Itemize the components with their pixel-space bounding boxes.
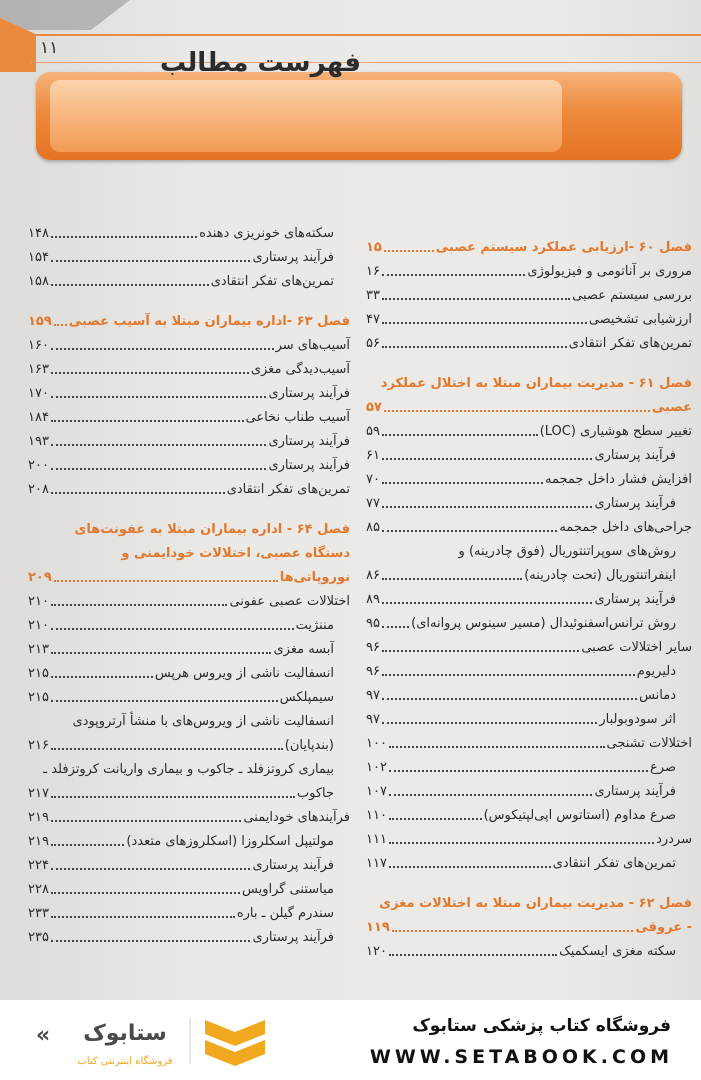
toc-entry-line: انسفالیت ناشی از ویروس‌های با منشأ آرتروپودی	[72, 714, 334, 729]
toc-chapter-heading[interactable]	[366, 236, 692, 260]
toc-entry-line: دستگاه عصبی، اختلالات خودایمنی و	[121, 546, 350, 561]
toc-entry-title: فرآیند پرستاری	[252, 930, 334, 945]
leader-dots	[384, 250, 434, 252]
leader-dots	[382, 674, 635, 676]
toc-page-number: ۸۶	[366, 568, 380, 583]
page-title: فهرست مطالب	[160, 48, 361, 78]
toc-page-number: ۲۱۹	[28, 834, 49, 849]
toc-entry-title: تغییر سطح هوشیاری (LOC)	[539, 424, 692, 439]
leader-dots	[51, 844, 124, 846]
toc-entry[interactable]	[28, 830, 350, 854]
toc-entry-title: صرع	[650, 760, 676, 775]
toc-page-number: ۲۱۰	[28, 594, 49, 609]
toc-entry[interactable]	[28, 806, 350, 830]
toc-entry[interactable]	[28, 902, 350, 926]
toc-entry-title: مروری بر آناتومی و فیزیولوژی	[527, 264, 692, 279]
toc-entry[interactable]	[366, 852, 692, 876]
leader-dots	[389, 770, 648, 772]
toc-entry-title: جراحی‌های داخل جمجمه	[559, 520, 692, 535]
toc-page-number: ۱۵۸	[28, 274, 49, 289]
toc-entry-title: سیمپلکس	[279, 690, 334, 705]
leader-dots	[382, 626, 409, 628]
toc-page-number: ۱۰۲	[366, 760, 387, 775]
leader-dots	[382, 346, 567, 348]
leader-dots	[51, 372, 249, 374]
leader-dots	[389, 842, 654, 844]
spacer	[28, 294, 350, 310]
leader-dots	[384, 410, 650, 412]
spacer	[28, 502, 350, 518]
toc-page-number: ۱۸۴	[28, 410, 49, 425]
toc-entry-title: فرآیند پرستاری	[594, 592, 676, 607]
toc-page-number: ۲۱۶	[28, 738, 49, 753]
toc-entry-title: سکته‌های خونریزی دهنده	[199, 226, 334, 241]
toc-entry[interactable]	[366, 708, 692, 732]
toc-entry-title: افزایش فشار داخل جمجمه	[545, 472, 692, 487]
toc-entry-title: فرآیند پرستاری	[268, 458, 350, 473]
leader-dots	[51, 676, 153, 678]
leader-dots	[389, 818, 482, 820]
toc-entry-title: - عروقی	[635, 920, 692, 935]
leader-dots	[54, 324, 67, 326]
toc-entry[interactable]	[366, 828, 692, 852]
toc-page-number: ۱۵۴	[28, 250, 49, 265]
toc-page-number: ۱۷۰	[28, 386, 49, 401]
toc-page-number: ۵۷	[366, 400, 382, 415]
leader-dots	[382, 698, 637, 700]
toc-entry[interactable]	[28, 478, 350, 502]
toc-entry[interactable]	[28, 382, 350, 406]
toc-entry-title: فرآیند پرستاری	[594, 448, 676, 463]
toc-entry[interactable]	[28, 734, 350, 758]
toc-entry[interactable]	[28, 638, 350, 662]
toc-page-number: ۱۶۰	[28, 338, 49, 353]
toc-entry-title: سندرم گیلن ـ باره	[236, 906, 334, 921]
toc-page-number: ۷۰	[366, 472, 380, 487]
leader-dots	[51, 260, 251, 262]
toc-entry-title: جاکوب	[296, 786, 334, 801]
setabook-logo	[30, 1012, 270, 1070]
toc-entry-title: مننژیت	[295, 618, 334, 633]
toc-page-number: ۶۱	[366, 448, 380, 463]
toc-entry[interactable]	[366, 940, 692, 964]
page-number: ۱۱	[40, 38, 59, 58]
leader-dots	[51, 396, 267, 398]
toc-page-number: ۲۱۷	[28, 786, 49, 801]
leader-dots	[51, 796, 295, 798]
toc-entry-title: سایر اختلالات عصبی	[581, 640, 692, 655]
leader-dots	[382, 298, 570, 300]
toc-entry[interactable]	[28, 782, 350, 806]
leader-dots	[54, 580, 278, 582]
corner-decoration	[0, 0, 130, 30]
leader-dots	[51, 628, 294, 630]
toc-page-number: ۱۱۰	[366, 808, 387, 823]
leader-dots	[51, 892, 240, 894]
leader-dots	[389, 794, 593, 796]
toc-page-number: ۲۱۳	[28, 642, 49, 657]
toc-entry[interactable]	[28, 926, 350, 950]
toc-page-number: ۵۶	[366, 336, 380, 351]
toc-page-number: ۹۵	[366, 616, 380, 631]
toc-page-number: ۲۰۹	[28, 570, 52, 585]
toc-page-number: ۹۶	[366, 640, 380, 655]
toc-entry-line: فصل ۶۲ - مدیریت بیماران مبتلا به اختلالات مغزی	[379, 896, 692, 911]
leader-dots	[51, 444, 267, 446]
toc-page-number: ۹۷	[366, 688, 380, 703]
leader-dots	[51, 492, 225, 494]
leader-dots	[51, 700, 278, 702]
toc-page-number: ۲۱۹	[28, 810, 49, 825]
toc-entry-title: بررسی سیستم عصبی	[572, 288, 692, 303]
toc-entry-title: نوروپاتی‌ها	[279, 570, 350, 585]
toc-page-number: ۱۵۹	[28, 314, 52, 329]
leader-dots	[51, 468, 267, 470]
leader-dots	[389, 954, 557, 956]
toc-page-number: ۲۲۸	[28, 882, 49, 897]
toc-entry[interactable]	[366, 612, 692, 636]
toc-page-number: ۳۳	[366, 288, 380, 303]
leader-dots	[382, 722, 597, 724]
toc-page-number: ۱۱۷	[366, 856, 387, 871]
toc-entry-line: روش‌های سوپراتنتوریال (فوق چادرینه) و	[458, 544, 676, 559]
toc-page-number: ۲۱۰	[28, 618, 49, 633]
toc-entry-title: تمرین‌های تفکر انتقادی	[568, 336, 692, 351]
toc-page-number: ۲۱۵	[28, 666, 49, 681]
toc-entry-title: آسیب طناب نخاعی	[245, 410, 350, 425]
toc-entry[interactable]	[28, 662, 350, 686]
toc-entry[interactable]	[28, 222, 350, 246]
leader-dots	[382, 322, 587, 324]
leader-dots	[51, 748, 283, 750]
toc-entry-title: صرع مداوم (استاتوس اپی‌لپتیکوس)	[483, 808, 676, 823]
toc-entry-title: فرآیندهای خودایمنی	[243, 810, 350, 825]
toc-entry-title: آسیب‌دیدگی مغزی	[250, 362, 350, 377]
leader-dots	[51, 940, 251, 942]
toc-page-number: ۲۳۳	[28, 906, 49, 921]
toc-entry[interactable]	[366, 804, 692, 828]
leader-dots	[389, 866, 551, 868]
toc-entry-title: میاستنی گراویس	[242, 882, 334, 897]
leader-dots	[382, 434, 538, 436]
toc-page-number: ۲۱۵	[28, 690, 49, 705]
toc-page-number: ۱۴۸	[28, 226, 49, 241]
toc-entry[interactable]	[366, 660, 692, 684]
toc-entry[interactable]	[366, 564, 692, 588]
toc-entry[interactable]	[366, 516, 692, 540]
toc-entry-line: فصل ۶۱ - مدیریت بیماران مبتلا به اختلال عملکرد	[380, 376, 692, 391]
toc-entry-title: آبسه مغزی	[273, 642, 334, 657]
toc-page-number: ۲۰۰	[28, 458, 49, 473]
leader-dots	[382, 482, 543, 484]
divider	[30, 34, 701, 36]
leader-dots	[51, 348, 274, 350]
toc-entry-title: فصل ۶۳ -اداره بیماران مبتلا به آسیب عصبی	[68, 314, 350, 329]
toc-entry-title: آسیب‌های سر	[275, 338, 350, 353]
toc-entry-title: سکته مغزی ایسکمیک	[559, 944, 676, 959]
toc-entry-title: فرآیند پرستاری	[252, 250, 334, 265]
toc-entry[interactable]	[366, 636, 692, 660]
leader-dots	[51, 652, 272, 654]
toc-entry-title: روش ترانس‌اسفنوئیدال (مسیر سینوس پروانه‌ای)	[411, 616, 676, 631]
toc-entry[interactable]	[366, 732, 692, 756]
toc-page-number: ۸۵	[366, 520, 380, 535]
spacer	[366, 356, 692, 372]
toc-entry-line: فصل ۶۴ - اداره بیماران مبتلا به عفونت‌های	[74, 522, 350, 537]
toc-page-number: ۱۵	[366, 240, 382, 255]
toc-page-number: ۷۷	[366, 496, 380, 511]
toc-entry[interactable]	[28, 614, 350, 638]
toc-entry[interactable]	[366, 308, 692, 332]
leader-dots	[382, 530, 557, 532]
toc-entry-title: عصبی	[651, 400, 692, 415]
toc-entry-title: انسفالیت ناشی از ویروس هرپس	[154, 666, 334, 681]
toc-entry-title: تمرین‌های تفکر انتقادی	[552, 856, 676, 871]
toc-entry-title: مولتیپل اسکلروزا (اسکلروزهای متعدد)	[126, 834, 334, 849]
toc-entry[interactable]	[366, 684, 692, 708]
toc-entry-title: فرآیند پرستاری	[252, 858, 334, 873]
toc-entry[interactable]	[366, 588, 692, 612]
toc-entry[interactable]	[366, 332, 692, 356]
toc-chapter-heading[interactable]	[366, 916, 692, 940]
toc-entry[interactable]	[28, 878, 350, 902]
toc-entry-title: دلیریوم	[636, 664, 676, 679]
toc-page-number: ۹۶	[366, 664, 380, 679]
leader-dots	[51, 420, 244, 422]
toc-left-column	[28, 222, 350, 950]
toc-page-number: ۴۷	[366, 312, 380, 327]
toc-entry-title: فرآیند پرستاری	[594, 784, 676, 799]
leader-dots	[51, 916, 235, 918]
toc-entry-title: فصل ۶۰ -ارزیابی عملکرد سیستم عصبی	[435, 240, 692, 255]
toc-page-number: ۱۹۳	[28, 434, 49, 449]
toc-page-number: ۵۹	[366, 424, 380, 439]
toc-entry[interactable]	[366, 780, 692, 804]
toc-entry-title: اختلالات عصبی عفونی	[229, 594, 350, 609]
leader-dots	[382, 650, 579, 652]
toc-chapter-heading[interactable]	[28, 566, 350, 590]
toc-page-number: ۱۶۳	[28, 362, 49, 377]
toc-entry[interactable]	[366, 492, 692, 516]
leader-dots	[389, 746, 605, 748]
toc-entry[interactable]	[366, 444, 692, 468]
toc-entry-title: اینفراتنتوریال (تحت چادرینه)	[524, 568, 676, 583]
toc-page-number: ۹۷	[366, 712, 380, 727]
toc-entry-line: بیماری کروتزفلد ـ جاکوب و بیماری واریانت کروتزفلد ـ	[43, 762, 334, 777]
leader-dots	[382, 506, 593, 508]
logo-text: ستابوک	[83, 1021, 167, 1046]
toc-entry-title: تمرین‌های تفکر انتقادی	[210, 274, 334, 289]
toc-page-number: ۱۰۰	[366, 736, 387, 751]
toc-page-number: ۲۲۴	[28, 858, 49, 873]
leader-dots	[51, 236, 197, 238]
toc-entry[interactable]	[28, 590, 350, 614]
toc-entry[interactable]	[28, 246, 350, 270]
leader-dots	[382, 458, 593, 460]
toc-page-number: ۲۳۵	[28, 930, 49, 945]
toc-page-number: ۸۹	[366, 592, 380, 607]
toc-entry-title: فرآیند پرستاری	[594, 496, 676, 511]
shop-name: فروشگاه کتاب پزشکی ستابوک	[412, 1016, 671, 1036]
toc-page-number: ۱۱۹	[366, 920, 390, 935]
toc-entry-title: فرآیند پرستاری	[268, 386, 350, 401]
toc-entry[interactable]	[28, 454, 350, 478]
toc-page-number: ۲۰۸	[28, 482, 49, 497]
toc-page-number: ۱۲۰	[366, 944, 387, 959]
toc-entry[interactable]	[28, 854, 350, 878]
toc-entry-title: تمرین‌های تفکر انتقادی	[226, 482, 350, 497]
toc-entry-title: اثر سودوبولبار	[599, 712, 676, 727]
toc-entry-title: دمانس	[639, 688, 676, 703]
leader-dots	[392, 930, 634, 932]
spacer	[366, 876, 692, 892]
toc-entry[interactable]	[28, 358, 350, 382]
leader-dots	[382, 578, 522, 580]
toc-entry-title: ارزشیابی تشخیصی	[588, 312, 692, 327]
shop-url[interactable]: WWW.SETABOOK.COM	[369, 1046, 673, 1068]
toc-entry[interactable]	[28, 270, 350, 294]
toc-entry-title: سردرد	[656, 832, 692, 847]
toc-entry[interactable]	[366, 260, 692, 284]
toc-entry-title: (بندپایان)	[284, 738, 334, 753]
toc-page-number: ۱۶	[366, 264, 380, 279]
leader-dots	[51, 284, 209, 286]
leader-dots	[382, 274, 525, 276]
toc-chapter-heading[interactable]	[28, 310, 350, 334]
toc-entry-title: اختلالات تشنجی	[606, 736, 692, 751]
title-banner	[36, 72, 682, 160]
toc-entry[interactable]	[28, 686, 350, 710]
toc-entry[interactable]	[366, 756, 692, 780]
toc-entry[interactable]	[28, 334, 350, 358]
toc-entry[interactable]	[366, 420, 692, 444]
leader-dots	[51, 868, 251, 870]
toc-page-number: ۱۰۷	[366, 784, 387, 799]
svg-text:«: «	[36, 1023, 51, 1048]
logo-subtext: فروشگاه اینترنتی کتاب	[77, 1056, 173, 1067]
toc-entry[interactable]	[28, 430, 350, 454]
toc-right-column	[366, 236, 692, 964]
toc-entry[interactable]	[366, 468, 692, 492]
toc-page-number: ۱۱۱	[366, 832, 387, 847]
leader-dots	[382, 602, 593, 604]
leader-dots	[51, 820, 242, 822]
leader-dots	[51, 604, 228, 606]
toc-entry[interactable]	[366, 284, 692, 308]
toc-chapter-heading[interactable]	[366, 396, 692, 420]
toc-entry[interactable]	[28, 406, 350, 430]
toc-entry-title: فرآیند پرستاری	[268, 434, 350, 449]
